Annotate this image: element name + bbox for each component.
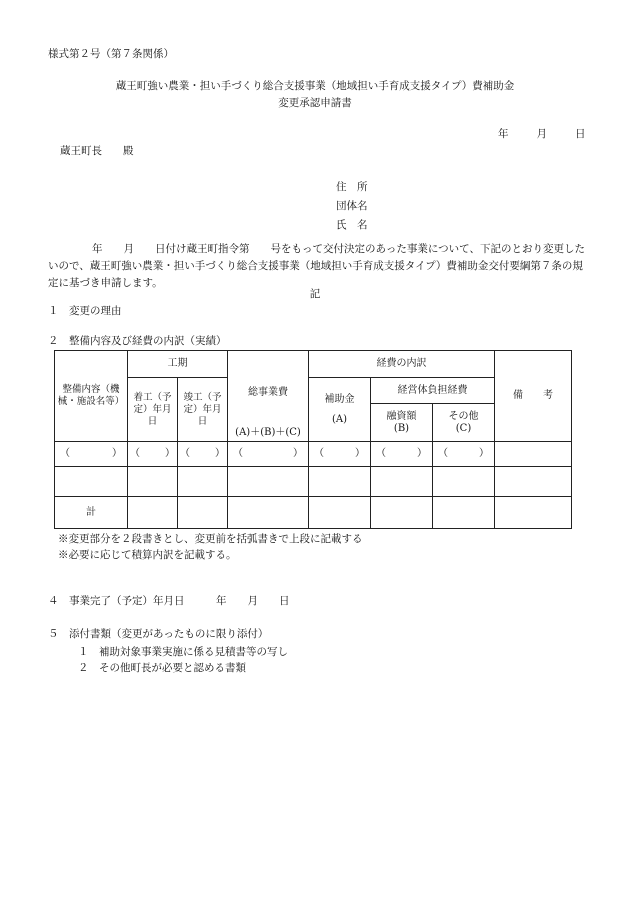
applicant-name-label: 氏 名 [336, 219, 368, 231]
applicant-address-label: 住 所 [336, 181, 368, 193]
header-total-formula: (A)＋(B)＋(C) [235, 427, 301, 438]
header-other-label: その他 [448, 410, 479, 422]
section-1-heading: １ 変更の理由 [48, 305, 122, 317]
cell-total[interactable] [228, 467, 309, 497]
cell-total-subsidy[interactable] [309, 497, 371, 529]
cell-item[interactable] [55, 467, 128, 497]
cell-start-prev[interactable]: （ ） [128, 442, 178, 467]
date-month: 月 [536, 128, 547, 140]
note-2: ※必要に応じて積算内訳を記載する。 [58, 549, 237, 561]
ki-label: 記 [309, 288, 321, 300]
date-day: 日 [575, 128, 586, 140]
document-subtitle: 変更承認申請書 [278, 97, 352, 109]
cell-remarks-prev[interactable] [495, 442, 572, 467]
header-total-label: 総事業費 [248, 387, 288, 398]
notes [58, 531, 363, 563]
header-burden: 経営体負担経費 [371, 378, 495, 404]
header-breakdown: 経費の内訳 [309, 351, 495, 378]
header-total [228, 351, 309, 442]
table-total-row [55, 497, 572, 529]
attachments-list [78, 644, 288, 676]
cell-subsidy-prev[interactable]: （ ） [309, 442, 371, 467]
cell-total-start[interactable] [128, 497, 178, 529]
section-4-heading: ４ 事業完了（予定）年月日 年 月 日 [48, 595, 290, 607]
header-loan-label: 融資額 [386, 410, 417, 422]
header-subsidy-code: (A) [331, 413, 348, 425]
header-item: 整備内容（機械・施設名等） [55, 351, 128, 442]
header-end: 竣工（予定）年月日 [178, 378, 228, 442]
section-5-heading: ５ 添付書類（変更があったものに限り添付） [48, 628, 269, 640]
attachment-1: １ 補助対象事業実施に係る見積書等の写し [78, 646, 288, 658]
header-other-code: (C) [455, 422, 472, 434]
header-remarks: 備 考 [495, 351, 572, 442]
header-other [433, 404, 495, 442]
table-row [55, 467, 572, 497]
cell-loan-prev[interactable]: （ ） [371, 442, 433, 467]
cell-total-end[interactable] [178, 497, 228, 529]
cell-end-prev[interactable]: （ ） [178, 442, 228, 467]
header-start: 着工（予定）年月日 [128, 378, 178, 442]
cell-other[interactable] [433, 467, 495, 497]
date-line [498, 128, 586, 141]
applicant-organization-label: 団体名 [336, 200, 368, 212]
cell-total-other[interactable] [433, 497, 495, 529]
cell-loan[interactable] [371, 467, 433, 497]
cell-total-prev[interactable]: （ ） [228, 442, 309, 467]
document-title: 蔵王町強い農業・担い手づくり総合支援事業（地域担い手育成支援タイプ）費補助金 [115, 80, 515, 92]
note-1: ※変更部分を２段書きとし、変更前を括弧書きで上段に記載する [58, 533, 363, 545]
form-number: 様式第２号（第７条関係） [48, 48, 174, 60]
attachment-2: ２ その他町長が必要と認める書類 [78, 662, 246, 674]
cell-total-total[interactable] [228, 497, 309, 529]
cell-end[interactable] [178, 467, 228, 497]
header-loan [371, 404, 433, 442]
table-row [55, 442, 572, 467]
addressee: 蔵王町長 殿 [60, 145, 134, 157]
body-text: 年 月 日付け蔵王町指令第 号をもって交付決定のあった事業について、下記のとおり変更したいので、蔵王町強い農業・担い手づくり総合支援事業（地域担い手育成支援タイプ）費補助金交付要綱第７条の規定に基づき申請します。 [48, 243, 585, 289]
cell-item-prev[interactable]: （ ） [55, 442, 128, 467]
header-subsidy-label: 補助金 [324, 393, 355, 405]
date-year: 年 [498, 128, 509, 140]
header-subsidy [309, 378, 371, 442]
cell-subsidy[interactable] [309, 467, 371, 497]
section-2-heading: ２ 整備内容及び経費の内訳（実績） [48, 335, 227, 347]
cell-remarks[interactable] [495, 467, 572, 497]
total-row-label: 計 [55, 497, 128, 529]
header-period: 工期 [128, 351, 228, 378]
cell-start[interactable] [128, 467, 178, 497]
cell-total-loan[interactable] [371, 497, 433, 529]
cell-other-prev[interactable]: （ ） [433, 442, 495, 467]
applicant-block [336, 178, 368, 235]
header-loan-code: (B) [393, 422, 410, 434]
cell-total-remarks[interactable] [495, 497, 572, 529]
expense-table [54, 350, 572, 529]
